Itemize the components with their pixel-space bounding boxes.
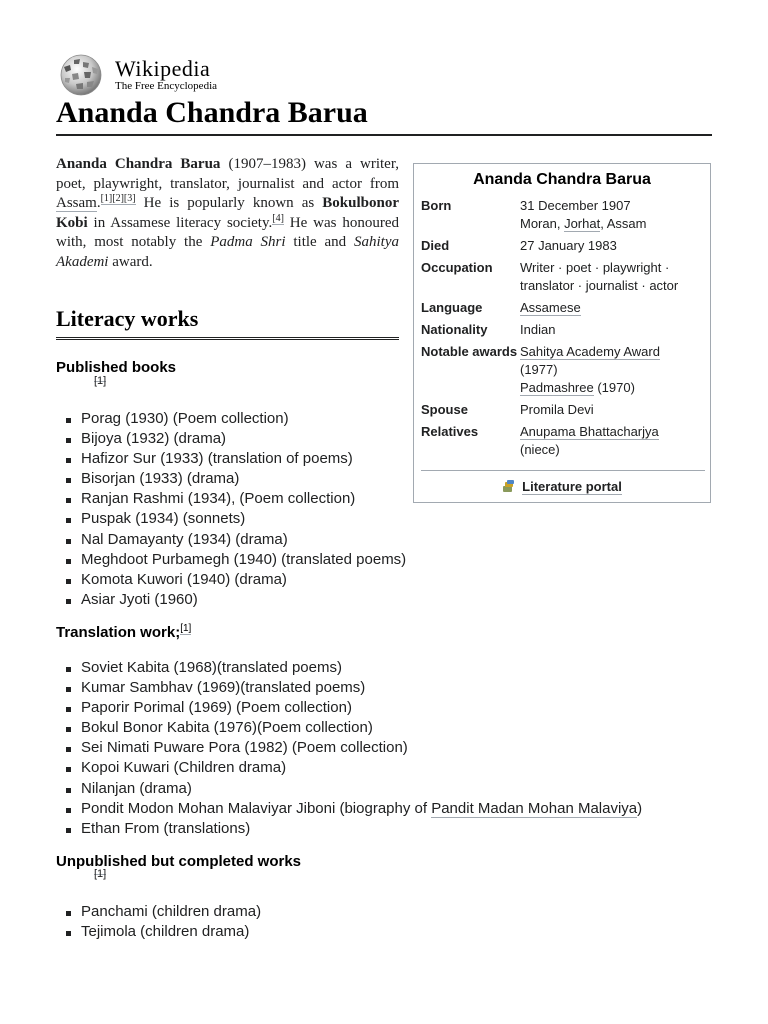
translation-work-ref[interactable]: [1]: [180, 623, 192, 634]
section-heading-literacy-works: Literacy works: [56, 306, 399, 340]
relatives-note: (niece): [520, 442, 560, 457]
pondit-item-prefix: Pondit Modon Mohan Malaviyar Jiboni (biography of: [81, 799, 432, 817]
assamese-link[interactable]: Assamese: [520, 300, 581, 315]
list-item: Kopoi Kuwari (Children drama): [56, 758, 706, 778]
lead-text-3: He is popularly known as: [135, 195, 323, 212]
translation-work-heading: [56, 624, 191, 641]
infobox-label-language: Language: [421, 300, 483, 315]
list-item: Bisorjan (1933) (drama): [56, 469, 706, 489]
list-item: Bijoya (1932) (drama): [56, 429, 706, 449]
published-books-heading: Published books: [56, 359, 177, 376]
infobox-row-nationality: [421, 319, 705, 341]
lead-text-4: in Assamese literacy society.: [87, 214, 273, 231]
infobox-row-spouse: [421, 399, 705, 421]
wikipedia-globe-icon[interactable]: [56, 54, 106, 96]
citation-ref-4[interactable]: [4]: [272, 212, 284, 224]
infobox-row-awards: [421, 341, 705, 399]
infobox-value-died: 27 January 1983: [520, 238, 617, 253]
anupama-bhattacharjya-link[interactable]: Anupama Bhattacharjya: [520, 424, 659, 439]
infobox-label-relatives: Relatives: [421, 424, 479, 439]
page-title: Ananda Chandra Barua: [56, 96, 712, 136]
list-item: Tejimola (children drama): [56, 922, 706, 942]
infobox-label-occupation: Occupation: [421, 260, 493, 275]
list-item: Komota Kuwori (1940) (drama): [56, 570, 706, 590]
infobox-row-relatives: [421, 421, 705, 461]
infobox-value-nationality: Indian: [520, 322, 556, 337]
published-books-ref[interactable]: [1]: [94, 375, 107, 387]
list-item: Nal Damayanty (1934) (drama): [56, 530, 706, 550]
lead-text-6: title and: [285, 234, 354, 251]
infobox-value-spouse: Promila Devi: [520, 402, 594, 417]
site-header: [56, 52, 712, 102]
lead-award-1: Padma Shri: [210, 234, 286, 251]
translation-work-title: Translation work;: [56, 624, 181, 641]
award-year: (1977): [520, 362, 558, 377]
lead-nickname: Bokulbonor Kobi: [56, 195, 399, 231]
lead-subject: Ananda Chandra Barua: [56, 156, 221, 172]
infobox-row-language: [421, 297, 705, 319]
list-item: Sei Nimati Puware Pora (1982) (Poem collection): [56, 738, 706, 758]
infobox-label-born: Born: [421, 198, 452, 213]
translation-work-list: [56, 658, 706, 839]
infobox-title: Ananda Chandra Barua: [473, 171, 651, 188]
sahitya-academy-award-link[interactable]: Sahitya Academy Award: [520, 344, 660, 359]
unpublished-works-heading: Unpublished but completed works: [56, 853, 302, 870]
lead-paragraph: [56, 155, 399, 273]
list-item: Meghdoot Purbamegh (1940) (translated poems): [56, 550, 706, 570]
list-item: Ethan From (translations): [56, 819, 706, 839]
pandit-madan-mohan-malaviya-link[interactable]: Pandit Madan Mohan Malaviya: [431, 799, 638, 817]
born-place-town: Moran,: [520, 216, 565, 231]
list-item: Porag (1930) (Poem collection): [56, 409, 706, 429]
list-item: Panchami (children drama): [56, 902, 706, 922]
infobox-value-awards: [520, 343, 705, 397]
lead-text-1: (1907–1983) was a writer, poet, playwright, translator, journalist and actor from: [56, 156, 399, 192]
lead-text-7: award.: [108, 253, 153, 270]
infobox-value-born: [520, 197, 705, 233]
award-item: [520, 379, 705, 397]
citation-refs-1-3[interactable]: [1][2][3]: [100, 193, 136, 205]
born-place: [520, 215, 705, 233]
infobox-row-died: [421, 235, 705, 257]
infobox: [413, 163, 711, 503]
jorhat-link[interactable]: Jorhat: [564, 216, 601, 231]
wikipedia-wordmark[interactable]: Wikipedia: [115, 56, 211, 81]
infobox-row-occupation: [421, 257, 705, 297]
infobox-label-awards: Notable awards: [421, 344, 518, 359]
infobox-label-nationality: Nationality: [421, 322, 488, 337]
list-item: Paporir Porimal (1969) (Poem collection): [56, 698, 706, 718]
literature-portal: [414, 479, 710, 494]
infobox-value-relatives: [520, 423, 705, 459]
lead-award-2: Sahitya Akademi: [56, 234, 399, 270]
list-item: Soviet Kabita (1968)(translated poems): [56, 658, 706, 678]
list-item: Ranjan Rashmi (1934), (Poem collection): [56, 489, 706, 509]
unpublished-works-list: [56, 902, 706, 942]
list-item: Kumar Sambhav (1969)(translated poems): [56, 678, 706, 698]
unpublished-works-ref[interactable]: [1]: [94, 868, 107, 880]
list-item: Bokul Bonor Kabita (1976)(Poem collection): [56, 718, 706, 738]
infobox-divider: [421, 470, 705, 471]
list-item: Hafizor Sur (1933) (translation of poems): [56, 449, 706, 469]
award-item: [520, 343, 705, 379]
infobox-label-spouse: Spouse: [421, 402, 468, 417]
lead-text-2: .: [96, 195, 101, 212]
born-date: 31 December 1907: [520, 198, 631, 213]
wikipedia-tagline: The Free Encyclopedia: [115, 80, 218, 92]
list-item: Nilanjan (drama): [56, 779, 706, 799]
list-item: Asiar Jyoti (1960): [56, 590, 706, 610]
lead-text-5: He was honoured with, most notably the: [56, 214, 399, 251]
infobox-value-occupation: Writer · poet · playwright · translator · journalist · actor: [520, 260, 679, 293]
infobox-value-language: [520, 299, 705, 317]
padmashree-link[interactable]: Padmashree: [520, 380, 594, 395]
infobox-label-died: Died: [421, 238, 450, 253]
literature-portal-link[interactable]: Literature portal: [522, 479, 622, 494]
assam-link[interactable]: Assam: [56, 195, 97, 212]
infobox-row-born: [421, 195, 705, 235]
born-place-state: , Assam: [600, 216, 647, 231]
literature-portal-icon[interactable]: [502, 479, 516, 493]
award-year: (1970): [593, 380, 635, 395]
list-item: Puspak (1934) (sonnets): [56, 509, 706, 529]
pondit-item-suffix: ): [637, 799, 643, 817]
list-item: [56, 799, 706, 819]
infobox-rows: [421, 195, 705, 461]
